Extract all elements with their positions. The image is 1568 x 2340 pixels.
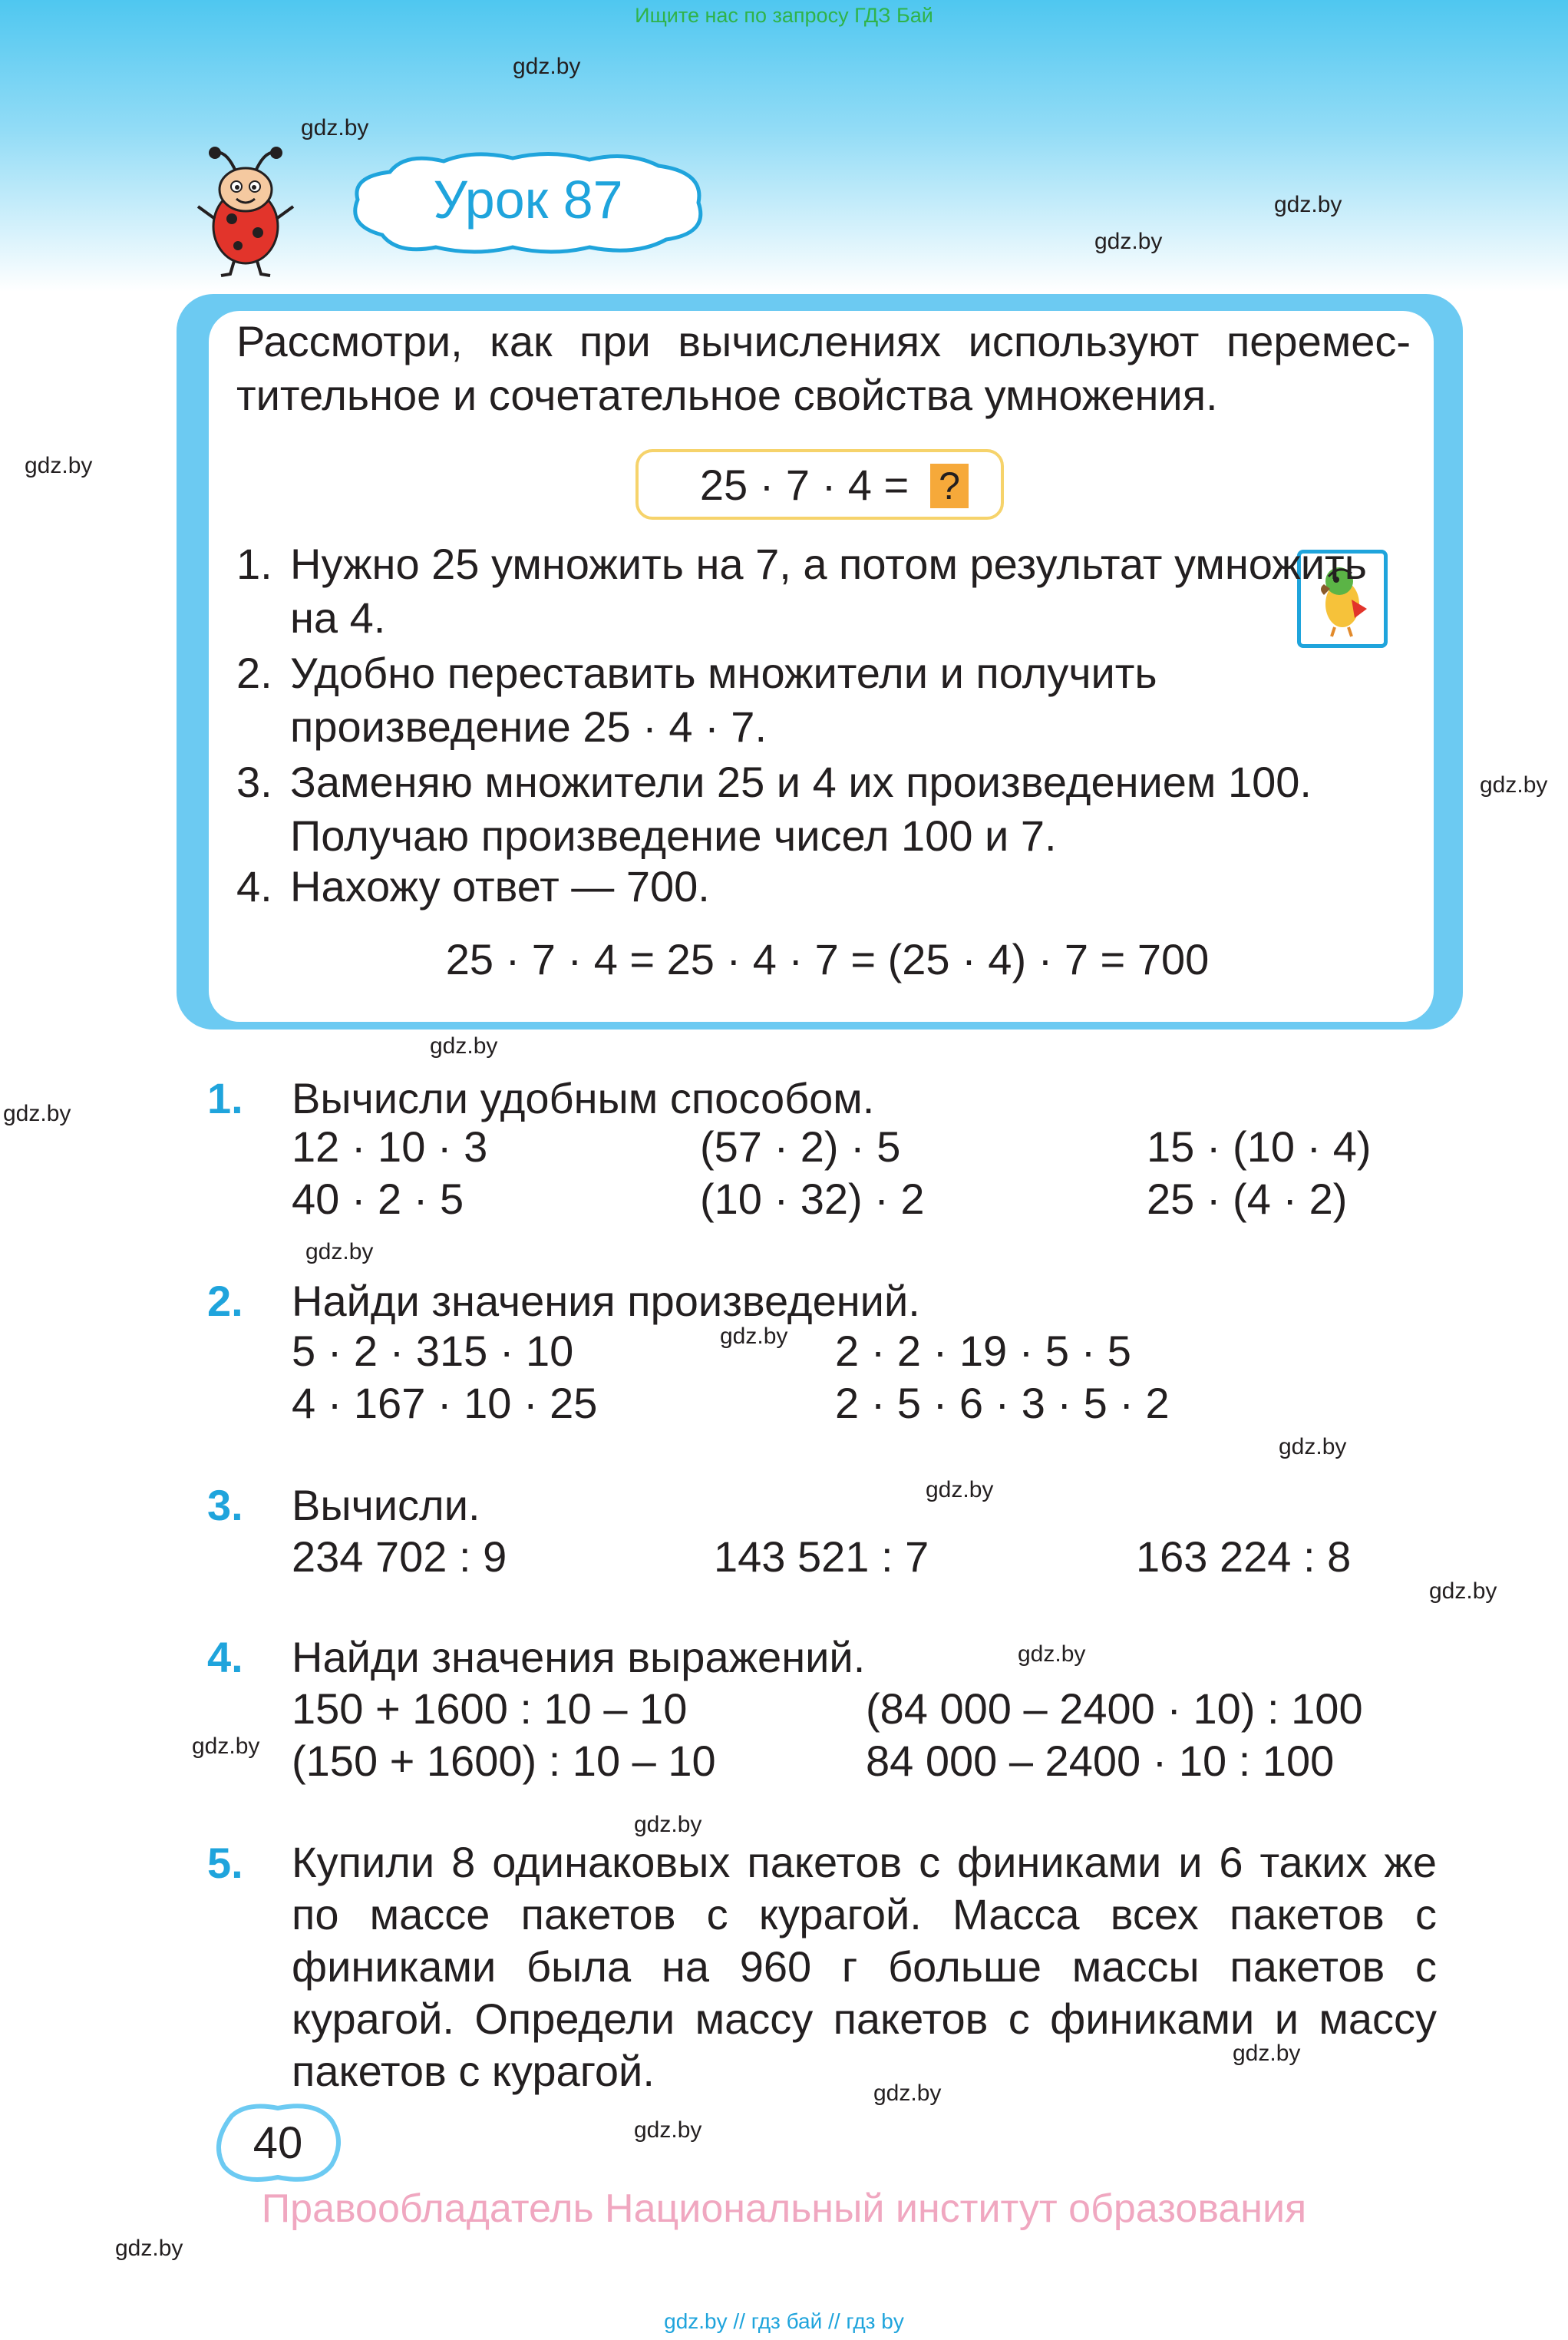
watermark: gdz.by — [192, 1734, 260, 1759]
watermark: gdz.by — [926, 1477, 994, 1502]
top-banner-text: Ищите нас по запросу ГДЗ Бай — [635, 4, 933, 27]
step-number: 3. — [236, 758, 272, 806]
expression: (150 + 1600) : 10 – 10 — [292, 1737, 716, 1785]
watermark: gdz.by — [1429, 1578, 1497, 1604]
task-number: 5. — [207, 1839, 243, 1887]
step-number: 1. — [236, 540, 272, 588]
watermark: gdz.by — [3, 1101, 71, 1126]
word-problem: Купили 8 одинаковых пакетов с финиками и 6 таких же по массе пакетов с курагой. Масса всех пакетов с финиками была на 960 г больше массы пакетов с курагой. Определи массу пакетов с финиками и массу пакетов с курагой. — [292, 1838, 1437, 2095]
copyright-notice: Правообладатель Национальный институт образования — [261, 2186, 1307, 2231]
task-number: 2. — [207, 1277, 243, 1325]
watermark: gdz.by — [301, 115, 369, 140]
step-text: Удобно переставить множители и получить произведение 25 · 4 · 7. — [290, 649, 1157, 751]
expression: (57 · 2) · 5 — [700, 1122, 901, 1171]
watermark: gdz.by — [305, 1239, 374, 1264]
question-mark: ? — [930, 464, 969, 508]
bottom-banner-text: gdz.by // гдз бай // гдз by — [664, 2309, 904, 2333]
step-number: 2. — [236, 649, 272, 697]
expression: (84 000 – 2400 · 10) : 100 — [866, 1684, 1363, 1733]
watermark: gdz.by — [634, 1812, 702, 1837]
watermark: gdz.by — [513, 54, 581, 79]
expression: 163 224 : 8 — [1136, 1532, 1352, 1581]
step-text: Заменяю множители 25 и 4 их произведением 100. Получаю произведение чисел 100 и 7. — [290, 758, 1312, 860]
watermark: gdz.by — [1480, 772, 1548, 798]
watermark: gdz.by — [1094, 229, 1163, 254]
expression: 25 · (4 · 2) — [1147, 1175, 1348, 1223]
expression: 2 · 5 · 6 · 3 · 5 · 2 — [835, 1379, 1170, 1427]
watermark: gdz.by — [1279, 1434, 1347, 1459]
watermark: gdz.by — [1233, 2041, 1301, 2066]
task-title: Вычисли удобным способом. — [292, 1074, 875, 1122]
equation: 25 · 7 · 4 = — [699, 461, 909, 509]
expression: 12 · 10 · 3 — [292, 1122, 488, 1171]
step-number: 4. — [236, 862, 272, 911]
step-text: Нужно 25 умножить на 7, а потом результат умножить на 4. — [290, 540, 1367, 642]
watermark: gdz.by — [720, 1324, 788, 1349]
expression: 143 521 : 7 — [714, 1532, 929, 1581]
watermark: gdz.by — [1018, 1641, 1086, 1667]
expression: 4 · 167 · 10 · 25 — [292, 1379, 598, 1427]
step-text: Нахожу ответ — 700. — [290, 862, 710, 911]
theory-intro: Рассмотри, как при вычислениях используют перемес-тительное и сочетательное свойства умножения. — [236, 317, 1411, 419]
ladybug-mascot-icon — [192, 142, 299, 280]
watermark: gdz.by — [430, 1033, 498, 1059]
watermark: gdz.by — [873, 2081, 942, 2106]
task-title: Вычисли. — [292, 1481, 480, 1529]
expression: 2 · 2 · 19 · 5 · 5 — [835, 1327, 1131, 1375]
final-equation: 25 · 7 · 4 = 25 · 4 · 7 = (25 · 4) · 7 = 700 — [445, 935, 1210, 983]
expression: (10 · 32) · 2 — [700, 1175, 925, 1223]
expression: 15 · (10 · 4) — [1147, 1122, 1372, 1171]
task-title: Найди значения выражений. — [292, 1633, 866, 1681]
watermark: gdz.by — [1274, 192, 1342, 217]
task-number: 3. — [207, 1481, 243, 1529]
watermark: gdz.by — [115, 2236, 183, 2261]
watermark: gdz.by — [634, 2117, 702, 2143]
expression: 84 000 – 2400 · 10 : 100 — [866, 1737, 1335, 1785]
lesson-title: Урок 87 — [433, 170, 623, 230]
watermark: gdz.by — [25, 453, 93, 478]
task-number: 1. — [207, 1074, 243, 1122]
expression: 5 · 2 · 315 · 10 — [292, 1327, 574, 1375]
expression: 40 · 2 · 5 — [292, 1175, 464, 1223]
task-number: 4. — [207, 1633, 243, 1681]
expression: 150 + 1600 : 10 – 10 — [292, 1684, 688, 1733]
page-number: 40 — [253, 2118, 303, 2168]
task-title: Найди значения произведений. — [292, 1277, 920, 1325]
expression: 234 702 : 9 — [292, 1532, 507, 1581]
